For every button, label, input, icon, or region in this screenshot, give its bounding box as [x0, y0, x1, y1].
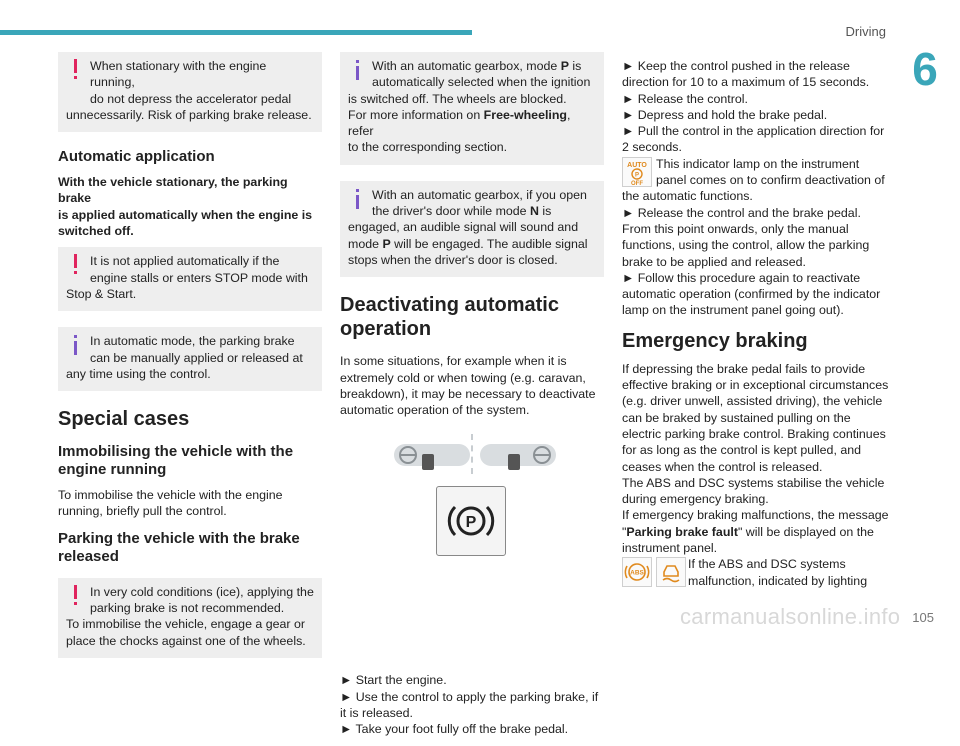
warning-icon: [69, 585, 81, 607]
hand-left-icon: [422, 454, 434, 470]
emergency-text: If depressing the brake pedal fails to provide effective braking or in exceptional circumstances (e.g. driver unwell, assisted driving), the vehicle can be braked by sustained pulling on the electric parking brake control. Braking continues for as long as the control is kept pulled, and ceases when the control is released. The ABS and DSC systems stabilise the vehicle during emergency braking. If emergency braking malfunctions, the message "Parking brake fault" will be displayed on the instrument panel.: [622, 361, 889, 556]
info-note: With an automatic gearbox, if you open the driver's door while mode N is engaged, an audible signal will sound and mode P will be engaged. The audible signal stops when the driver's door is closed.: [340, 181, 604, 277]
divider: [471, 434, 473, 474]
column-right: [622, 58, 890, 589]
hand-right-icon: [508, 454, 520, 470]
control-illustration: [340, 432, 604, 664]
svg-text:AUTO: AUTO: [627, 161, 647, 169]
column-middle: [340, 52, 604, 746]
auto-off-parking-icon: [622, 157, 652, 187]
heading-deactivating: Deactivating automatic operation: [340, 294, 559, 341]
info-note: In automatic mode, the parking brake can be manually applied or released at any time using the control.: [58, 327, 322, 391]
heading-special-cases: Special cases: [58, 408, 190, 431]
warning-icon: [69, 254, 81, 276]
heading-parking-released: Parking the vehicle with the brake released: [58, 529, 300, 565]
svg-text:P: P: [465, 514, 477, 532]
svg-text:P: P: [634, 172, 640, 179]
info-icon: [351, 59, 363, 81]
steps-continued: ► Keep the control pushed in the release direction for 10 to a maximum of 15 seconds. ► Release the control. ► Depress and hold the brake pedal. ► Pull the control in the application direction for 2 seconds.: [622, 59, 885, 155]
svg-text:ABS: ABS: [630, 569, 644, 577]
abs-warning-icon: [622, 557, 652, 587]
indicator-paragraph: AUTO P OFF This indicator lamp on the instrument panel comes on to confirm deactivation of: [622, 156, 890, 189]
warning-note: When stationary with the engine running, do not depress the accelerator pedal unnecessarily. Risk of parking brake release.: [58, 52, 322, 132]
info-icon: [69, 334, 81, 356]
chapter-number: 6: [912, 43, 938, 95]
auto-application-text: With the vehicle stationary, the parking brake is applied automatically when the engine is switched off.: [58, 175, 313, 239]
warning-icon: [69, 59, 81, 81]
svg-text:OFF: OFF: [631, 180, 643, 187]
header-accent-bar: [0, 30, 472, 35]
section-title: Driving: [845, 24, 886, 39]
info-icon: [351, 188, 363, 210]
steps-after-indicator: the automatic functions. ► Release the control and the brake pedal. From this point onwards, only the manual functions, using the control, allow the parking brake to be applied and released. ► Follow this procedure again to reactivate automatic operation (confirmed by the indicator lamp on the instrument panel going out).: [622, 189, 881, 318]
abs-dsc-paragraph: ABS If the ABS and DSC systems malfunction, indicated by lighting: [622, 556, 890, 589]
watermark: carmanualsonline.info: [680, 604, 901, 629]
dsc-warning-icon: [656, 557, 686, 587]
warning-note: It is not applied automatically if the engine stalls or enters STOP mode with Stop & Start.: [58, 247, 322, 311]
heading-immobilising: Immobilising the vehicle with the engine running: [58, 443, 294, 479]
info-note: With an automatic gearbox, mode P is automatically selected when the ignition is switched off. The wheels are blocked. For more information on Free-wheeling, refer to the corresponding section.: [340, 52, 604, 165]
immobilising-text: To immobilise the vehicle with the engine running, briefly pull the control.: [58, 488, 283, 519]
heading-automatic-application: Automatic application: [58, 148, 215, 166]
column-left: [58, 52, 322, 674]
heading-emergency-braking: Emergency braking: [622, 329, 808, 352]
warning-note: In very cold conditions (ice), applying the parking brake is not recommended. To immobilise the vehicle, engage a gear or place the chocks against one of the wheels.: [58, 578, 322, 658]
deactivating-steps: ► Start the engine. ► Use the control to apply the parking brake, if it is released. ► Take your foot fully off the brake pedal.: [340, 673, 599, 737]
parking-brake-switch-icon: [436, 486, 506, 556]
deactivating-text: In some situations, for example when it is extremely cold or when towing (e.g. caravan, breakdown), it may be necessary to deactivate automatic operation of the system.: [340, 354, 596, 418]
page-number: 105: [912, 610, 934, 625]
